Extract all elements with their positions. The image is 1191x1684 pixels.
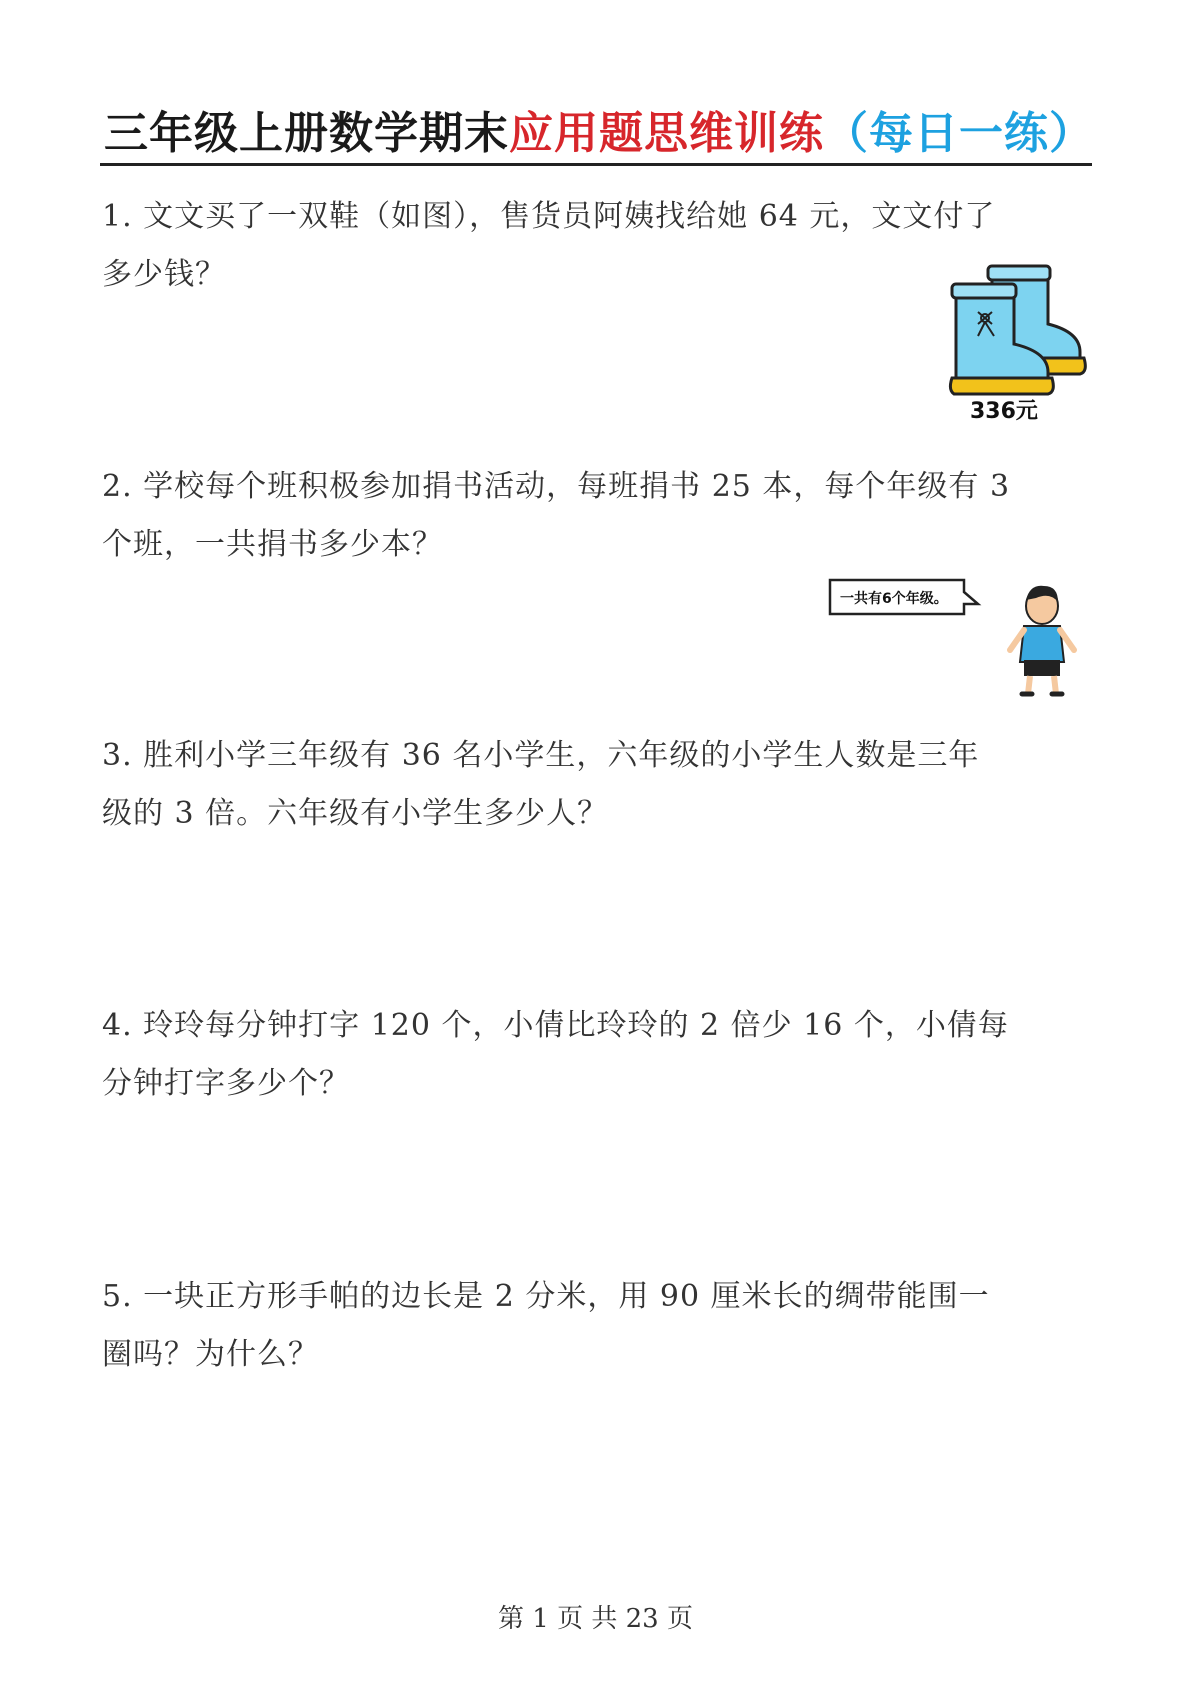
question-3 [102,727,1092,843]
question-4-line-1: 4. 玲玲每分钟打字 120 个，小倩比玲玲的 2 倍少 16 个，小倩每 [102,1008,1009,1043]
question-3-line-1: 3. 胜利小学三年级有 36 名小学生，六年级的小学生人数是三年 [102,738,980,773]
title-part-3: （每日一练） [824,108,1094,159]
question-1-line-1: 1. 文文买了一双鞋（如图），售货员阿姨找给她 64 元，文文付了 [102,199,996,234]
shoes-figure [930,262,1098,422]
question-5-line-2: 圈吗？为什么？ [102,1337,319,1372]
speech-bubble-text: 一共有6个年级。 [840,591,948,607]
question-4-line-2: 分钟打字多少个？ [102,1066,350,1101]
question-5 [102,1268,1092,1384]
question-4 [102,997,1092,1113]
shoes-price-label: 336元 [970,399,1038,422]
page-title [104,104,1094,164]
question-2-line-1: 2. 学校每个班积极参加捐书活动，每班捐书 25 本，每个年级有 3 [102,469,1011,504]
title-part-2: 应用题思维训练 [509,108,824,159]
question-1-line-2: 多少钱？ [102,257,226,292]
title-part-1: 三年级上册数学期末 [104,108,509,159]
question-5-line-1: 5. 一块正方形手帕的边长是 2 分米，用 90 厘米长的绸带能围一 [102,1279,990,1314]
question-3-line-2: 级的 3 倍。六年级有小学生多少人？ [102,796,609,831]
boy-icon [1010,586,1074,694]
question-2 [102,458,1092,574]
title-divider [100,163,1092,166]
boy-figure [818,570,1096,702]
page-footer: 第 1 页 共 23 页 [498,1604,693,1634]
question-2-line-2: 个班，一共捐书多少本？ [102,527,443,562]
